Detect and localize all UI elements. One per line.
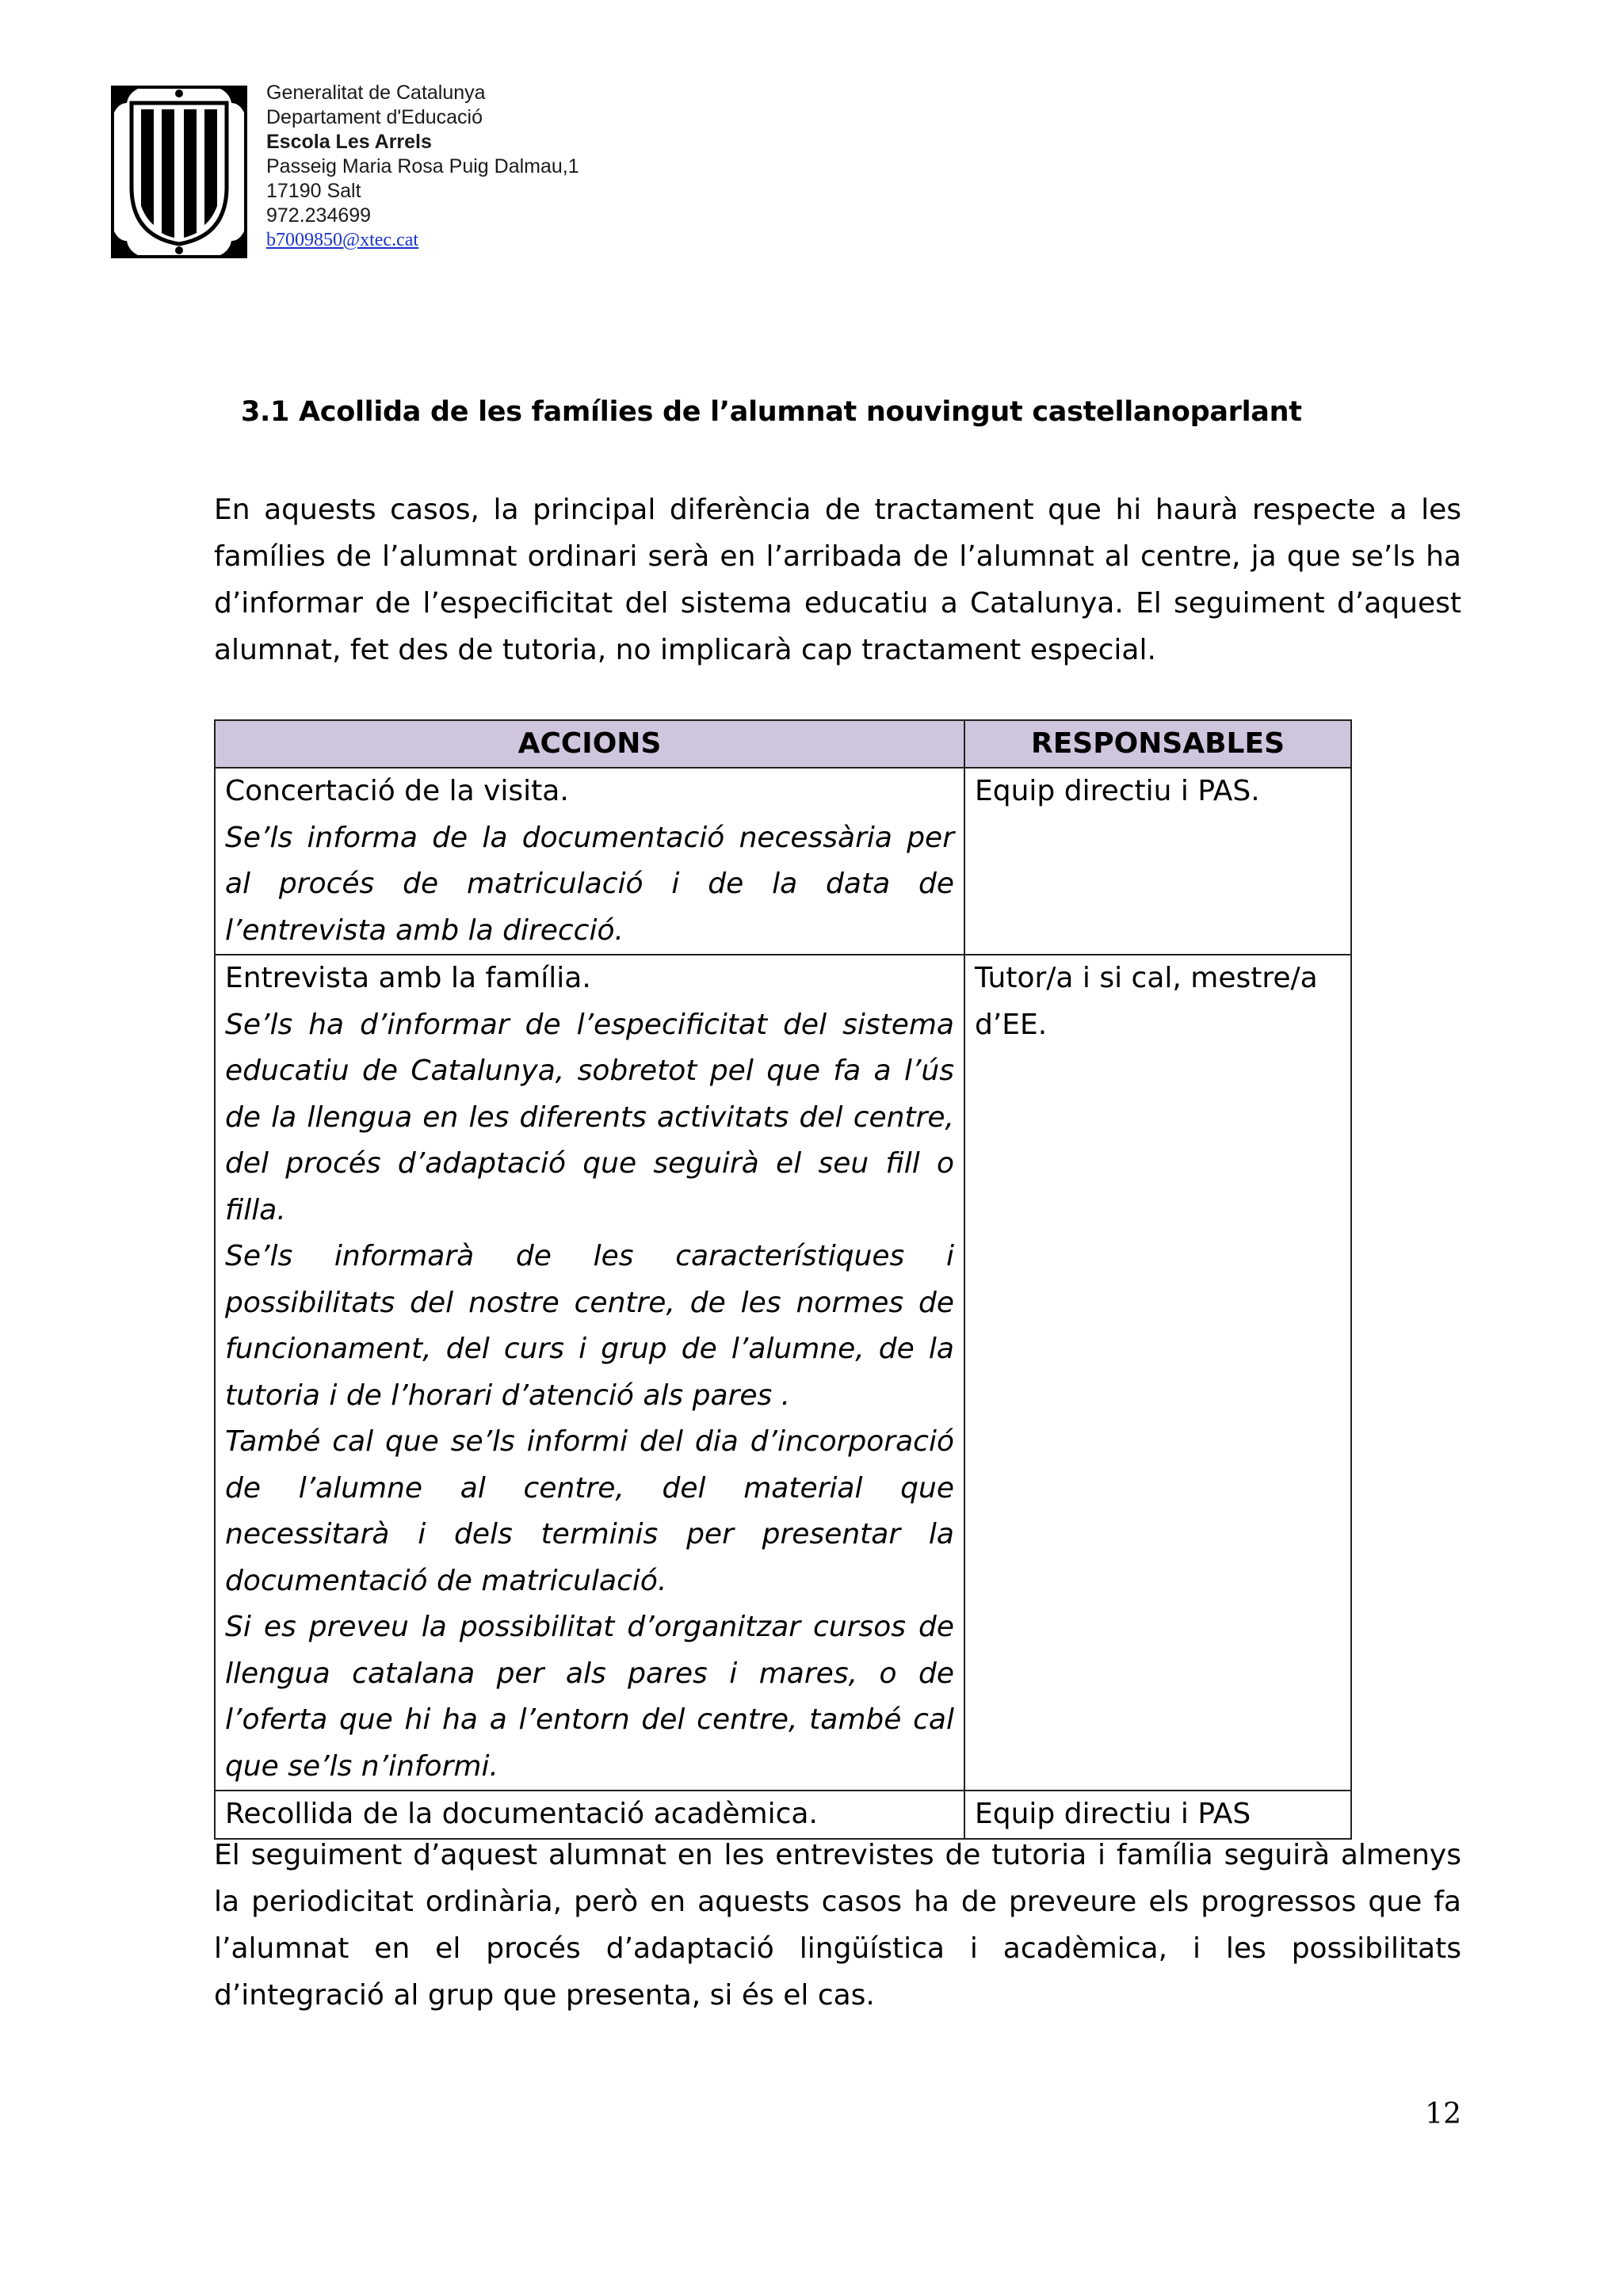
action-title: Recollida de la documentació acadèmica. <box>225 1798 818 1830</box>
intro-paragraph: En aquests casos, la principal diferència de tractament que hi haurà respecte a les famílies de l’alumnat ordinari serà en l’arribada de l’alumnat al centre, ja que se’ls ha d’informar de l’especificitat del sistema educatiu a Catalunya. El seguiment d’aquest alumnat, fet des de tutoria, no implicarà cap tractament especial. <box>214 494 1461 666</box>
table-row <box>215 768 1351 955</box>
action-cell <box>215 768 964 955</box>
section-title: 3.1 Acollida de les famílies de l’alumnat nouvingut castellanoparlant <box>241 396 1302 428</box>
letterhead <box>111 81 824 271</box>
action-detail: Se’ls informarà de les característiques i possibilitats del nostre centre, de les normes de funcionament, del curs i grup de l’alumne, de la tutoria i de l’horari d’atenció als pares . <box>225 1240 954 1412</box>
school-name: Escola Les Arrels <box>266 131 432 153</box>
action-detail: També cal que se’ls informi del dia d’incorporació de l’alumne al centre, del material que necessitarà i dels terminis per presentar la documentació de matriculació. <box>225 1425 954 1597</box>
header-actions: ACCIONS <box>215 720 964 768</box>
responsible-cell: Tutor/a i si cal, mestre/a d’EE. <box>964 955 1351 1791</box>
action-detail: Se’ls ha d’informar de l’especificitat del sistema educatiu de Catalunya, sobretot pel que fa a l’ús de la llengua en les diferents activitats del centre, del procés d’adaptació que seguirà el seu fill o filla. <box>225 1008 954 1226</box>
postal-code: 17190 Salt <box>266 180 361 202</box>
responsible-cell: Equip directiu i PAS <box>964 1791 1351 1839</box>
action-detail: Se’ls informa de la documentació necessària per al procés de matriculació i de la data de l’entrevista amb la direcció. <box>225 821 954 947</box>
table-row <box>215 955 1351 1791</box>
action-title: Concertació de la visita. <box>225 775 569 807</box>
generalitat-logo-icon <box>111 86 247 258</box>
org-name: Generalitat de Catalunya <box>266 82 486 104</box>
table-header-row <box>215 720 1351 768</box>
outro-paragraph: El seguiment d’aquest alumnat en les entrevistes de tutoria i família seguirà almenys la periodicitat ordinària, però en aquests casos ha de preveure els progressos que fa l’alumnat en el procés d’adaptació lingüística i acadèmica, i les possibilitats d’integració al grup que presenta, si és el cas. <box>214 1839 1461 2012</box>
actions-table <box>214 719 1352 1840</box>
organization-info <box>266 81 579 253</box>
header-responsible: RESPONSABLES <box>964 720 1351 768</box>
action-cell <box>215 955 964 1791</box>
school-address: Passeig Maria Rosa Puig Dalmau,1 <box>266 155 579 177</box>
phone-number: 972.234699 <box>266 204 372 227</box>
page-number: 12 <box>1425 2098 1461 2130</box>
email-link[interactable]: b7009850@xtec.cat <box>266 230 419 250</box>
action-title: Entrevista amb la família. <box>225 962 591 994</box>
department-name: Departament d'Educació <box>266 106 483 128</box>
responsible-cell: Equip directiu i PAS. <box>964 768 1351 955</box>
action-detail: Si es preveu la possibilitat d’organitzar cursos de llengua catalana per als pares i mares, o de l’oferta que hi ha a l’entorn del centre, també cal que se’ls n’informi. <box>225 1611 954 1783</box>
